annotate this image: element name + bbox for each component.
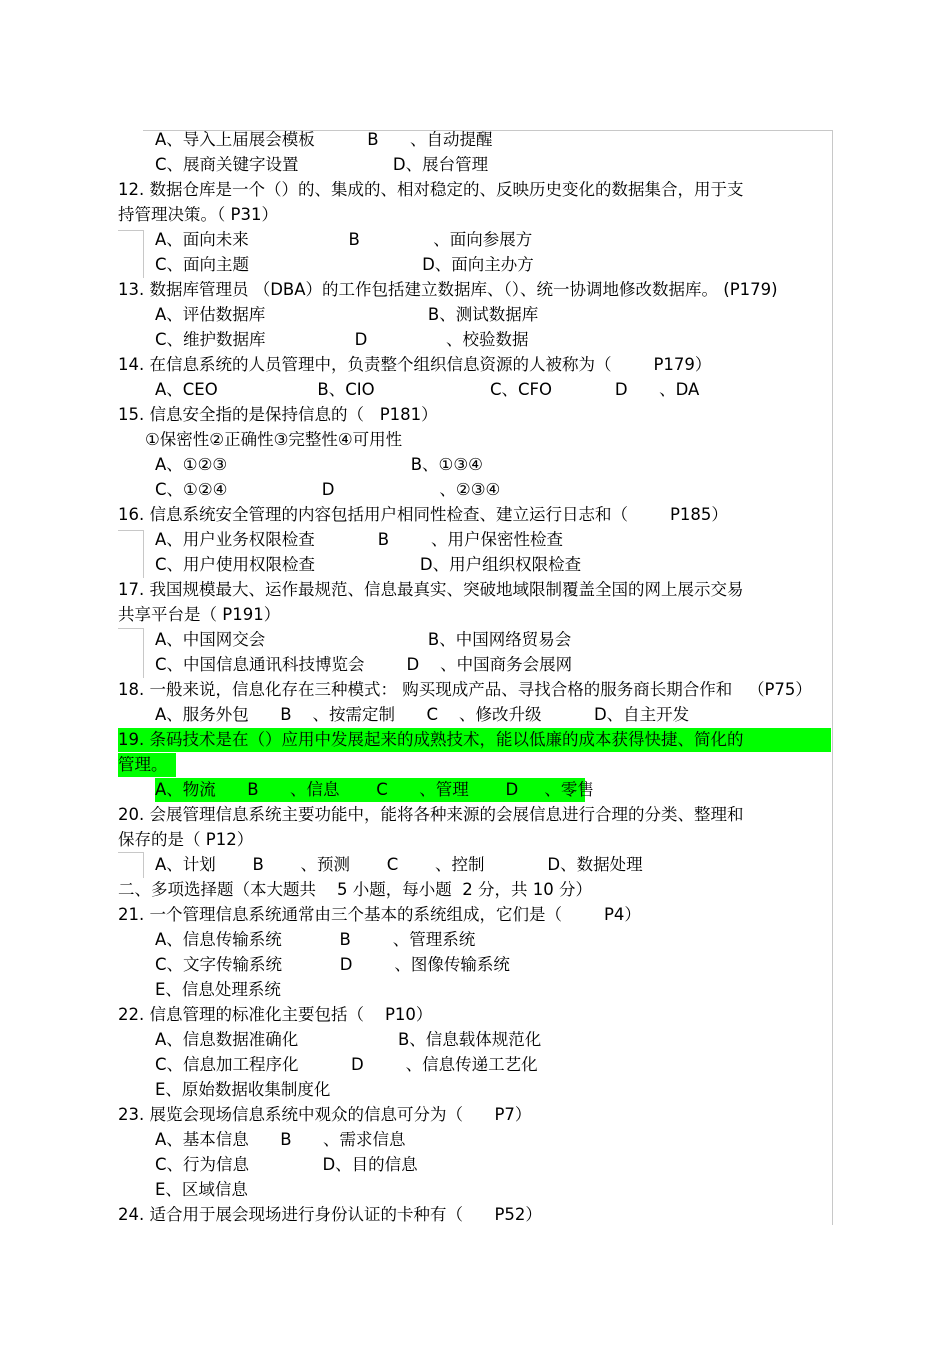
q17-options-ab: A、中国网交会 B、中国网络贸易会 [155, 630, 572, 649]
left-margin-rule [118, 628, 144, 629]
q21-option-e: E、信息处理系统 [155, 980, 281, 999]
q13-options-cd: C、维护数据库 D 、校验数据 [155, 330, 529, 349]
q13-options-ab: A、评估数据库 B、测试数据库 [155, 305, 539, 324]
question-21: 21. 一个管理信息系统通常由三个基本的系统组成，它们是（ P4） [118, 905, 641, 924]
question-17-cont: 共享平台是（ P191） [118, 605, 281, 624]
question-14: 14. 在信息系统的人员管理中，负责整个组织信息资源的人被称为（ P179） [118, 355, 712, 374]
q12-options-cd: C、面向主题 D、面向主办方 [155, 255, 534, 274]
left-margin-tick [143, 530, 144, 578]
question-19-highlighted: 19. 条码技术是在（）应用中发展起来的成熟技术，能以低廉的成本获得快捷、简化的 [118, 728, 831, 752]
q22-options-ab: A、信息数据准确化 B、信息载体规范化 [155, 1030, 542, 1049]
q22-options-cd: C、信息加工程序化 D 、信息传递工艺化 [155, 1055, 538, 1074]
left-margin-rule [118, 530, 144, 531]
left-margin-rule [118, 230, 144, 231]
q18-options: A、服务外包 B 、按需定制 C 、修改升级 D、自主开发 [155, 705, 690, 724]
left-margin-rule [118, 852, 144, 853]
question-12: 12. 数据仓库是一个（）的、集成的、相对稳定的、反映历史变化的数据集合，用于支 [118, 180, 744, 199]
q23-options-cd: C、行为信息 D、目的信息 [155, 1155, 418, 1174]
right-border-line [832, 130, 833, 1225]
left-margin-tick [143, 852, 144, 878]
question-16: 16. 信息系统安全管理的内容包括用户相同性检查、建立运行日志和（ P185） [118, 505, 728, 524]
question-13: 13. 数据库管理员 （DBA）的工作包括建立数据库、（）、统一协调地修改数据库。 (P179) [118, 280, 778, 299]
q11-options-cd: C、展商关键字设置 D、展台管理 [155, 155, 489, 174]
left-margin-tick [143, 628, 144, 678]
q15-statements: ①保密性②正确性③完整性④可用性 [145, 430, 403, 449]
q15-options-ab: A、①②③ B、①③④ [155, 455, 483, 474]
q16-options-ab: A、用户业务权限检查 B 、用户保密性检查 [155, 530, 564, 549]
question-18: 18. 一般来说，信息化存在三种模式： 购买现成产品、寻找合格的服务商长期合作和 （P75） [118, 680, 812, 699]
question-15: 15. 信息安全指的是保持信息的（ P181） [118, 405, 438, 424]
q14-options: A、CEO B、CIO C、CFO D 、DA [155, 380, 700, 399]
q16-options-cd: C、用户使用权限检查 D、用户组织权限检查 [155, 555, 582, 574]
q11-options-ab: A、导入上届展会模板 B 、自动提醒 [155, 130, 493, 149]
q21-options-cd: C、文字传输系统 D 、图像传输系统 [155, 955, 510, 974]
question-12-cont: 持管理决策。（ P31） [118, 205, 278, 224]
q21-options-ab: A、信息传输系统 B 、管理系统 [155, 930, 476, 949]
question-24: 24. 适合用于展会现场进行身份认证的卡种有（ P52） [118, 1205, 542, 1224]
q23-option-e: E、区域信息 [155, 1180, 248, 1199]
q17-options-cd: C、中国信息通讯科技博览会 D 、中国商务会展网 [155, 655, 573, 674]
question-23: 23. 展览会现场信息系统中观众的信息可分为（ P7） [118, 1105, 532, 1124]
q20-options: A、计划 B 、预测 C 、控制 D、数据处理 [155, 855, 643, 874]
q19-options-highlighted: A、物流 B 、信息 C 、管理 D 、零售 [155, 778, 585, 802]
question-20-cont: 保存的是（ P12） [118, 830, 254, 849]
q12-options-ab: A、面向未来 B 、面向参展方 [155, 230, 533, 249]
question-17: 17. 我国规模最大、运作最规范、信息最真实、突破地域限制覆盖全国的网上展示交易 [118, 580, 744, 599]
section-heading-multiple-choice: 二、多项选择题（本大题共 5 小题，每小题 2 分，共 10 分） [118, 880, 592, 899]
question-20: 20. 会展管理信息系统主要功能中，能将各种来源的会展信息进行合理的分类、整理和 [118, 805, 744, 824]
q15-options-cd: C、①②④ D 、②③④ [155, 480, 501, 499]
question-22: 22. 信息管理的标准化主要包括（ P10） [118, 1005, 433, 1024]
question-19-cont-highlighted: 管理。 [118, 753, 176, 777]
q23-options-ab: A、基本信息 B 、需求信息 [155, 1130, 406, 1149]
left-margin-tick [143, 230, 144, 278]
q22-option-e: E、原始数据收集制度化 [155, 1080, 331, 1099]
